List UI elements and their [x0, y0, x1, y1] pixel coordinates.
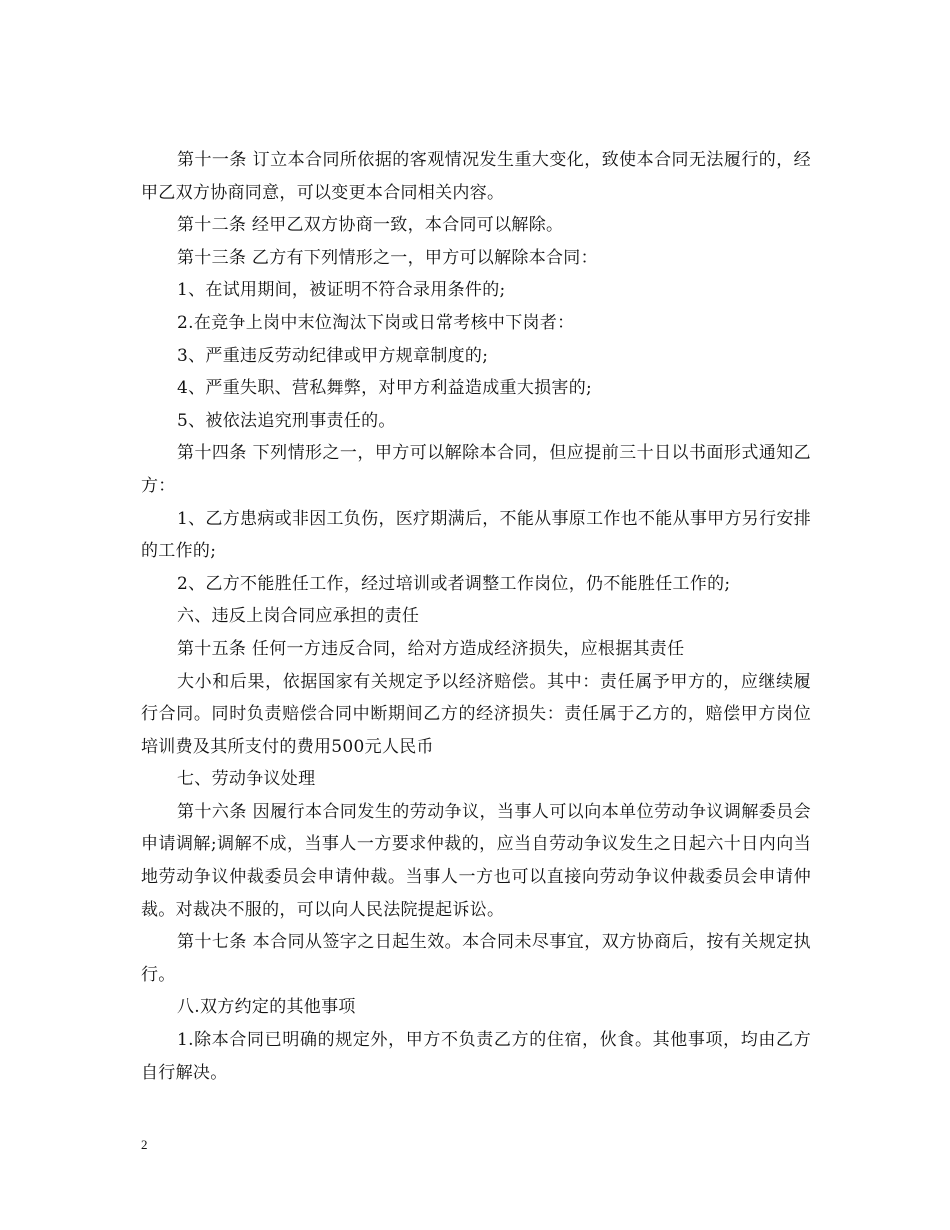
article-15: 第十五条 任何一方违反合同，给对方造成经济损失，应根据其责任: [177, 638, 685, 659]
document-body: [141, 144, 811, 1089]
page-number: 2: [141, 1137, 148, 1152]
article-13-item-2: 2.在竞争上岗中末位淘汰下岗或日常考核中下岗者：: [177, 312, 575, 333]
section-8-heading: 八.双方约定的其他事项: [177, 997, 356, 1018]
article-14-item-1: 1、乙方患病或非因工负伤，医疗期满后，不能从事原工作也不能从事甲方另行安排的工作的;: [141, 508, 811, 562]
section-7-heading: 七、劳动争议处理: [177, 769, 316, 790]
article-13-item-3: 3、严重违反劳动纪律或甲方规章制度的;: [177, 345, 489, 366]
article-16: 第十六条 因履行本合同发生的劳动争议，当事人可以向本单位劳动争议调解委员会申请调解;调解不成，当事人一方要求仲裁的，应当自劳动争议发生之日起六十日内向当地劳动争议仲裁委员会申请仲裁。当事人一方也可以直接向劳动争议仲裁委员会申请仲裁。对裁决不服的，可以向人民法院提起诉讼。: [141, 801, 811, 920]
article-17: 第十七条 本合同从签字之日起生效。本合同未尽事宜，双方协商后，按有关规定执行。: [141, 932, 811, 985]
article-11: 第十一条 订立本合同所依据的客观情况发生重大变化，致使本合同无法履行的，经甲乙双方协商同意，可以变更本合同相关内容。: [141, 150, 811, 203]
article-13-item-5: 5、被依法追究刑事责任的。: [177, 410, 396, 431]
section-6-heading: 六、违反上岗合同应承担的责任: [177, 606, 420, 627]
article-13-item-4: 4、严重失职、营私舞弊，对甲方利益造成重大损害的;: [177, 378, 593, 399]
section-8-item-1: 1.除本合同已明确的规定外，甲方不负责乙方的住宿，伙食。其他事项，均由乙方自行解决。: [141, 1030, 811, 1083]
article-15-continued: 大小和后果，依据国家有关规定予以经济赔偿。其中：责任属予甲方的，应继续履行合同。同时负责赔偿合同中断期间乙方的经济损失：责任属于乙方的，赔偿甲方岗位培训费及其所支付的费用500元人民币: [141, 671, 811, 757]
article-13-item-1: 1、在试用期间，被证明不符合录用条件的;: [177, 280, 506, 301]
article-12: 第十二条 经甲乙双方协商一致，本合同可以解除。: [177, 215, 564, 236]
article-13: 第十三条 乙方有下列情形之一，甲方可以解除本合同：: [177, 247, 598, 268]
article-14-item-2: 2、乙方不能胜任工作，经过培训或者调整工作岗位，仍不能胜任工作的;: [177, 573, 731, 594]
article-14: 第十四条 下列情形之一，甲方可以解除本合同，但应提前三十日以书面形式通知乙方：: [141, 443, 811, 496]
